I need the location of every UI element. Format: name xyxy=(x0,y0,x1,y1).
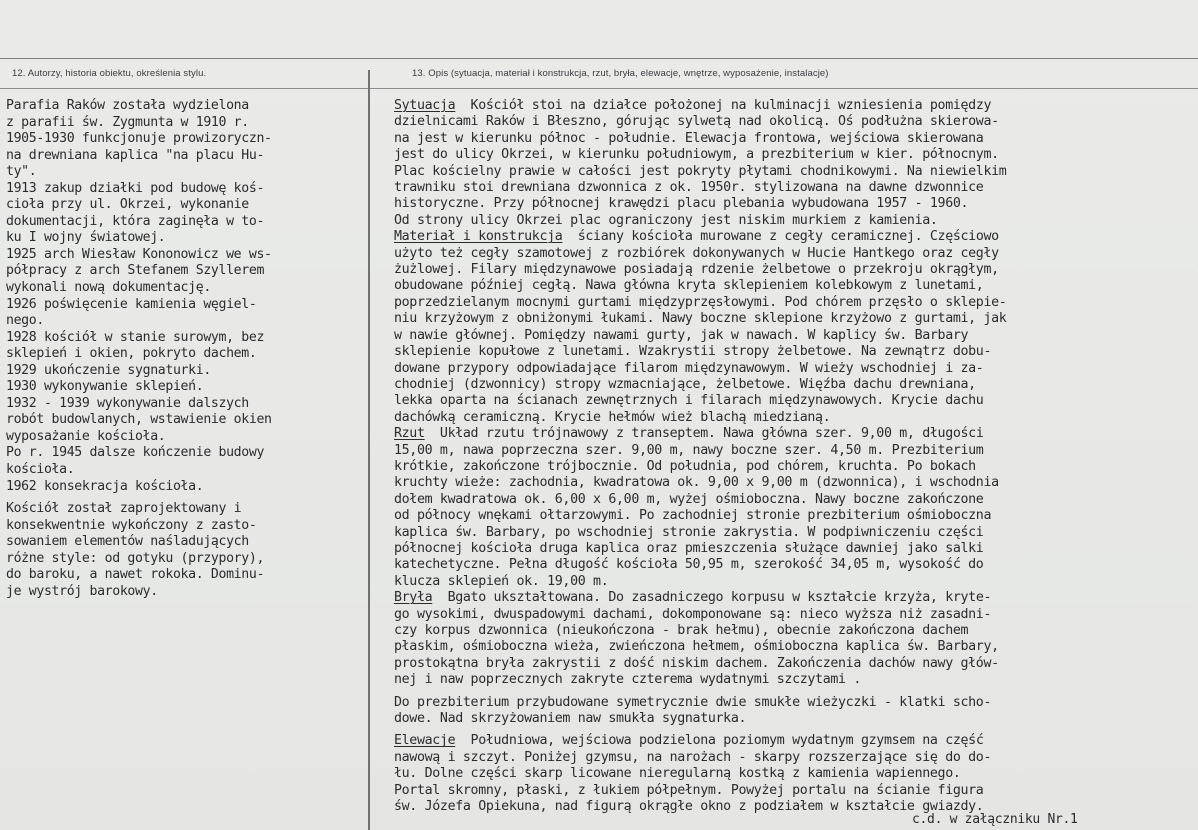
text-line: Po r. 1945 dalsze kończenie budowy xyxy=(6,445,265,461)
text-line: cioła przy ul. Okrzei, wykonanie xyxy=(6,197,249,213)
text-line: 1932 - 1939 wykonywanie dalszych xyxy=(6,395,249,411)
text-line: go wysokimi, dwuspadowymi dachami, dokomponowane są: nieco wyższa niż zasadni- xyxy=(394,606,992,622)
style-text xyxy=(6,501,364,600)
text-line: robót budowlanych, wstawienie okien xyxy=(6,412,272,428)
text-line: trawniku stoi drewniana dzwonnica z ok. 1950r. stylizowana na dawne dzwonnice xyxy=(394,180,984,196)
header-rule xyxy=(0,88,1198,89)
section-block xyxy=(394,229,1184,426)
text-line: 1926 poświęcenie kamienia węgiel- xyxy=(6,296,257,312)
text-line: 1962 konsekracja kościoła. xyxy=(6,478,204,494)
text-line: Kościół został zaprojektowany i xyxy=(6,501,242,517)
text-line: półpracy z arch Stefanem Szyllerem xyxy=(6,263,265,279)
text-line: kaplica św. Barbary, po wschodniej stronie zakrystia. W podpiwniczeniu części xyxy=(394,524,984,540)
text-line: jest do ulicy Okrzei, w kierunku południowym, a prezbiterium w kier. północnym. xyxy=(394,147,999,163)
section-first-line xyxy=(394,733,1184,749)
text-line: prostokątna bryła zakrystii z dość niskim dachem. Zakończenia dachów nawy głów- xyxy=(394,655,999,671)
section-text: ściany kościoła murowane z cegły ceramicznej. Częściowo xyxy=(562,229,999,245)
section-heading: Bryła xyxy=(394,590,433,606)
text-line: użyto też cegły szamotowej z rozbiórek dokonywanych w Hucie Hantkego oraz cegły xyxy=(394,245,999,261)
text-line: na jest w kierunku północ - południe. Elewacja frontowa, wejściowa skierowana xyxy=(394,130,984,146)
text-line: 1925 arch Wiesław Kononowicz we ws- xyxy=(6,246,272,262)
text-line: kościoła. xyxy=(6,462,75,478)
section-block xyxy=(394,98,1184,229)
text-line: katechetyczne. Pełna długość kościoła 50,95 m, szerokość 34,05 m, wysokość do xyxy=(394,557,984,573)
text-line: 15,00 m, nawa poprzeczna szer. 9,00 m, nawy boczne szer. 4,50 m. Prezbiterium xyxy=(394,442,984,458)
text-line: poprzedzielanym mocnymi gurtami międzyprzęsłowymi. Pod chórem przęsło o sklepie- xyxy=(394,294,1007,310)
text-line: nego. xyxy=(6,313,44,329)
column-divider xyxy=(368,70,370,830)
text-line: chodniej (dzwonnicy) stropy wzmacniające, żelbetowe. Więźba dachu drewniana, xyxy=(394,376,976,392)
text-line: wyposażanie kościoła. xyxy=(6,428,166,444)
text-line: nawową i szczyt. Poniżej gzymsu, na narożach - skarpy rozszerzające się do do- xyxy=(394,749,992,765)
text-line: 1913 zakup działki pod budowę koś- xyxy=(6,180,265,196)
continued-note: c.d. w załączniku Nr.1 xyxy=(912,812,1078,827)
text-line: dowane przypory odpowiadające filarom międzynawowym. W wieży wschodniej i za- xyxy=(394,360,984,376)
text-line: wykonali nową dokumentację. xyxy=(6,280,211,296)
history-column xyxy=(6,98,364,600)
text-line: 1929 ukończenie sygnaturki. xyxy=(6,362,211,378)
text-line: Plac kościelny prawie w całości jest pokryty płytami chodnikowymi. Na niewielkim xyxy=(394,163,1007,179)
section-first-line xyxy=(394,426,1184,442)
text-line: łu. Dolne części skarp licowane nieregularną kostką z kamienia wapiennego. xyxy=(394,766,961,782)
text-line: różne style: od gotyku (przypory), xyxy=(6,550,265,566)
text-line: konsekwentnie wykończony z zasto- xyxy=(6,517,257,533)
section-block xyxy=(394,733,1184,815)
section-block xyxy=(394,590,1184,688)
text-line: niu krzyżowym z obniżonymi łukami. Nawy boczne sklepione krzyżowo z gurtami, jak xyxy=(394,311,1007,327)
text-line: Portal skromny, płaski, z łukiem półpełnym. Powyżej portalu na ścianie figura xyxy=(394,782,984,798)
text-line: płaskim, ośmioboczna wieża, zwieńczona hełmem, ośmioboczna kaplica św. Barbary, xyxy=(394,639,999,655)
text-line: kruchty wieże: zachodnia, kwadratowa ok. 9,00 x 9,00 m (dzwonnica), i wschodnia xyxy=(394,475,999,491)
text-line: Od strony ulicy Okrzei plac ograniczony jest niskim murkiem z kamienia. xyxy=(394,212,938,228)
section-first-line xyxy=(394,98,1184,114)
header-authors-history: 12. Autorzy, historia obiektu, określenia stylu. xyxy=(12,68,207,79)
text-line: dokumentacji, która zaginęła w to- xyxy=(6,213,265,229)
text-line: historyczne. Przy północnej krawędzi placu plebania wybudowana 1957 - 1960. xyxy=(394,196,969,212)
text-line: czy korpus dzwonnica (nieukończona - brak hełmu), obecnie zakończona dachem xyxy=(394,623,969,638)
text-line: ku I wojny światowej. xyxy=(6,230,166,246)
text-line: w nawie głównej. Pomiędzy nawami gurty, jak w nawach. W kaplicy św. Barbary xyxy=(394,327,969,343)
text-line: św. Józefa Opiekuna, nad figurą okrągłe okno z podziałem w kształcie gwiazdy. xyxy=(394,799,984,815)
text-line: klucza sklepień ok. 19,00 m. xyxy=(394,573,609,589)
text-line: Parafia Raków została wydzielona xyxy=(6,98,249,113)
text-line: do baroku, a nawet rokoka. Dominu- xyxy=(6,567,265,583)
section-text: Kościół stoi na działce położonej na kulminacji wzniesienia pomiędzy xyxy=(455,98,992,113)
text-line: 1930 wykonywanie sklepień. xyxy=(6,379,204,395)
text-line: nej i naw poprzecznych zakryte czterema wydatnymi szczytami . xyxy=(394,672,861,688)
text-line: z parafii św. Zygmunta w 1910 r. xyxy=(6,114,249,130)
section-heading: Sytuacja xyxy=(394,98,456,113)
section-first-line xyxy=(394,590,1184,606)
description-column xyxy=(394,98,1184,815)
section-block xyxy=(394,426,1184,590)
section-text: Południowa, wejściowa podzielona poziomym wydatnym gzymsem na część xyxy=(455,733,984,749)
text-line: sklepienie kopułowe z lunetami. Wzakrystii stropy żelbetowe. Na zewnątrz dobu- xyxy=(394,344,992,360)
top-rule xyxy=(0,58,1198,59)
text-line: sowaniem elementów naśladujących xyxy=(6,534,249,550)
section-text: Bgato ukształtowana. Do zasadniczego korpusu w kształcie krzyża, kryte- xyxy=(432,590,992,606)
text-line: je wystrój barokowy. xyxy=(6,583,158,599)
text-line: dachówką ceramiczną. Krycie hełmów wież blachą miedzianą. xyxy=(394,409,831,425)
text-line: 1928 kościół w stanie surowym, bez xyxy=(6,329,265,345)
text-line: ty". xyxy=(6,164,37,180)
text-line: od północy wnękami ołtarzowymi. Po zachodniej stronie prezbiterium ośmioboczna xyxy=(394,508,992,524)
text-line: 1905-1930 funkcjonuje prowizoryczn- xyxy=(6,131,272,147)
text-line: Do prezbiterium przybudowane symetrycznie dwie smukłe wieżyczki - klatki scho- xyxy=(394,694,992,710)
text-line: północnej kościoła druga kaplica oraz pmieszczenia służące dawniej jako salki xyxy=(394,540,984,556)
section-heading: Rzut xyxy=(394,426,425,442)
history-text xyxy=(6,98,364,495)
section-heading: Materiał i konstrukcja xyxy=(394,229,563,245)
text-line: dowe. Nad skrzyżowaniem naw smukła sygnaturka. xyxy=(394,711,747,727)
text-line: obudowane później cegłą. Nawa główna kryta sklepieniem kolebkowym z lunetami, xyxy=(394,278,984,294)
text-line: żużlowej. Filary międzynawowe posiadają rdzenie żelbetowe o przekroju okrągłym, xyxy=(394,262,999,278)
text-line: lekka oparta na ścianach zewnętrznych i filarach międzynawowych. Krycie dachu xyxy=(394,393,984,409)
text-line: na drewniana kaplica "na placu Hu- xyxy=(6,147,265,163)
text-line: dzielnicami Raków i Błeszno, górując sylwetą nad okolicą. Oś podłużna skierowa- xyxy=(394,114,999,130)
text-line: sklepień i okien, pokryto dachem. xyxy=(6,346,257,362)
text-line: krótkie, zakończone trójbocznie. Od południa, pod chórem, kruchta. Po bokach xyxy=(394,458,976,474)
text-line: dołem kwadratowa ok. 6,00 x 6,00 m, wyżej ośmioboczna. Nawy boczne zakończone xyxy=(394,491,984,507)
section-heading: Elewacje xyxy=(394,733,456,749)
header-description: 13. Opis (sytuacja, materiał i konstrukcja, rzut, bryła, elewacje, wnętrze, wyposażenie, instalacje) xyxy=(412,68,829,79)
section-first-line xyxy=(394,229,1184,245)
section-text: Układ rzutu trójnawowy z transeptem. Nawa główna szer. 9,00 m, długości xyxy=(424,426,984,442)
section-block xyxy=(394,695,1184,728)
